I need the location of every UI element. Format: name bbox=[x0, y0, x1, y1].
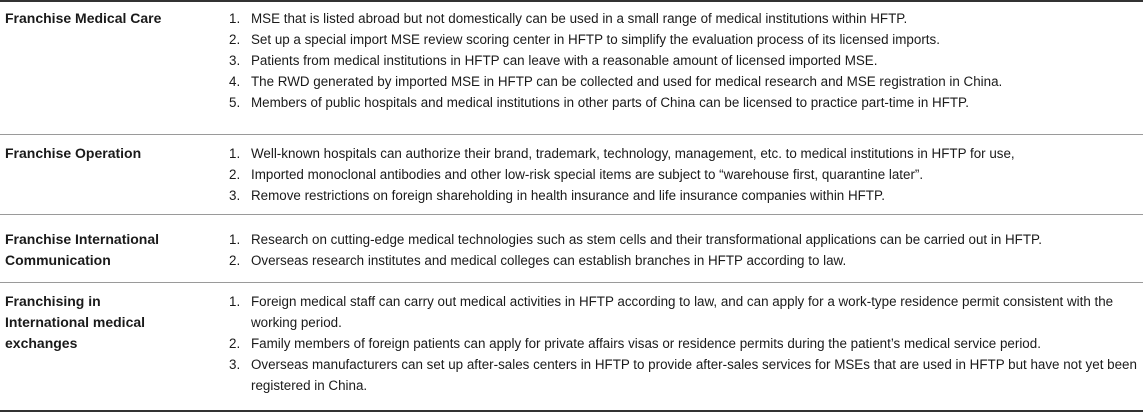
list-item: 1. MSE that is listed abroad but not domestically can be used in a small range of medical institutions within HFTP. bbox=[229, 11, 908, 26]
table-row-international-communication bbox=[0, 215, 1143, 282]
table-bottom-rule bbox=[0, 410, 1143, 412]
table-row-medical-care bbox=[0, 0, 1143, 134]
row-items bbox=[229, 229, 1143, 271]
list-item: 5. Members of public hospitals and medical institutions in other parts of China can be licensed to practice part-time in HFTP. bbox=[229, 95, 969, 110]
list-item: 2. Family members of foreign patients can apply for private affairs visas or residence permits during the patient’s medical service period. bbox=[229, 336, 1041, 351]
list-item: 3. Overseas manufacturers can set up after-sales centers in HFTP to provide after-sales services for MSEs that are used in HFTP but have not yet been registered in China. bbox=[229, 357, 1137, 393]
list-item: 1. Research on cutting-edge medical technologies such as stem cells and their transformational applications can be carried out in HFTP. bbox=[229, 232, 1042, 247]
row-category: Franchise Operation bbox=[5, 145, 142, 161]
list-item: 4. The RWD generated by imported MSE in HFTP can be collected and used for medical research and MSE registration in China. bbox=[229, 74, 1003, 89]
table-row-operation bbox=[0, 135, 1143, 214]
row-items bbox=[229, 8, 1143, 113]
list-item: 3. Remove restrictions on foreign shareholding in health insurance and life insurance companies within HFTP. bbox=[229, 188, 885, 203]
table-row-international-exchanges bbox=[0, 283, 1143, 410]
row-items bbox=[229, 143, 1143, 206]
row-items bbox=[229, 291, 1143, 396]
list-item: 2. Set up a special import MSE review scoring center in HFTP to simplify the evaluation process of its licensed imports. bbox=[229, 32, 940, 47]
list-item: 3. Patients from medical institutions in HFTP can leave with a reasonable amount of licensed imported MSE. bbox=[229, 53, 878, 68]
row-category: Franchising in International medical exchanges bbox=[5, 293, 146, 351]
list-item: 1. Well-known hospitals can authorize their brand, trademark, technology, management, etc. to medical institutions in HFTP for use, bbox=[229, 146, 1015, 161]
row-category: Franchise International Communication bbox=[5, 231, 160, 268]
list-item: 2. Imported monoclonal antibodies and other low-risk special items are subject to “warehouse first, quarantine later”. bbox=[229, 167, 924, 182]
list-item: 2. Overseas research institutes and medical colleges can establish branches in HFTP according to law. bbox=[229, 253, 847, 268]
row-category: Franchise Medical Care bbox=[5, 10, 162, 26]
list-item: 1. Foreign medical staff can carry out medical activities in HFTP according to law, and can apply for a work-type residence permit consistent with the working period. bbox=[229, 294, 1114, 330]
